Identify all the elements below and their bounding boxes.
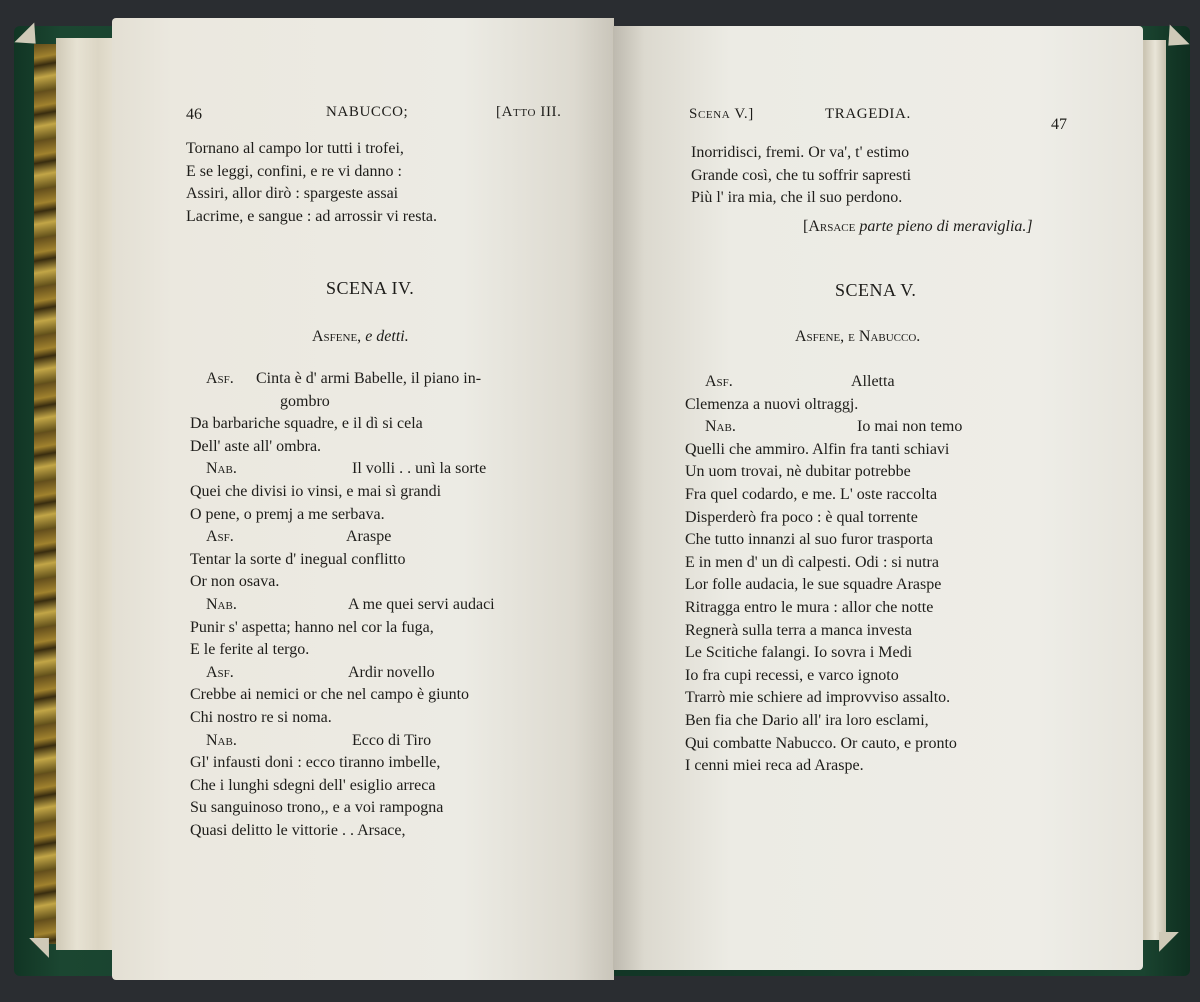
dialogue-line — [190, 639, 590, 662]
line-text: Da barbariche squadre, e il dì si cela — [190, 415, 423, 433]
line-text: Il volli . . unì la sorte — [352, 460, 487, 478]
verse-block-top-right — [691, 142, 911, 210]
dialogue-line — [685, 416, 1105, 439]
line-text: gombro — [280, 392, 330, 410]
verse-line: Lacrime, e sangue : ad arrossir vi resta. — [186, 207, 438, 225]
line-text: O pene, o premj a me serbava. — [190, 505, 385, 523]
stage-direction — [803, 216, 1033, 239]
verse-line: Più l' ira mia, che il suo perdono. — [691, 189, 903, 207]
dialogue-line — [685, 597, 1105, 620]
line-text: Che i lunghi sdegni dell' esiglio arreca — [190, 776, 436, 794]
speaker: Nab. — [705, 418, 736, 436]
line-text: Cinta è d' armi Babelle, il piano in- — [256, 370, 482, 387]
line-text: Io fra cupi recessi, e varco ignoto — [685, 666, 899, 684]
scene-characters-v: Asfene, e Nabucco. — [795, 328, 921, 345]
line-text: Regnerà sulla terra a manca investa — [685, 621, 912, 639]
line-text: E in men d' un dì calpesti. Odi : si nutra — [685, 553, 939, 571]
dialogue-line — [190, 775, 590, 798]
left-page — [112, 18, 614, 980]
dialogue-line — [190, 413, 590, 436]
dialogue-line — [685, 755, 1105, 778]
line-text: Crebbe ai nemici or che nel campo è giunto — [190, 686, 470, 704]
verse-line: Inorridisci, fremi. Or va', t' estimo — [691, 144, 910, 161]
dialogue-line — [685, 665, 1105, 688]
page-number-right: 47 — [1051, 116, 1067, 133]
line-text: Che tutto innanzi al suo furor trasporta — [685, 531, 933, 549]
right-page — [613, 26, 1143, 970]
line-text: Le Scitiche falangi. Io sovra i Medi — [685, 644, 913, 662]
dialogue-line — [190, 571, 590, 594]
line-text: Quelli che ammiro. Alfin fra tanti schiavi — [685, 440, 950, 458]
line-text: Io mai non temo — [857, 418, 963, 436]
dialogue-line — [190, 481, 590, 504]
dialogue-line — [190, 662, 590, 685]
speaker: Nab. — [206, 731, 237, 749]
dialogue-line — [190, 617, 590, 640]
dialogue-line — [190, 752, 590, 775]
speaker: Nab. — [206, 595, 237, 613]
dialogue-line — [685, 484, 1105, 507]
line-text: Ardir novello — [348, 663, 435, 681]
line-text: E le ferite al tergo. — [190, 641, 310, 659]
verse-line: Grande così, che tu soffrir sapresti — [691, 166, 912, 184]
dialogue-line — [685, 687, 1105, 710]
line-text: Su sanguinoso trono,, e a voi rampogna — [190, 799, 444, 817]
line-text: Ritragga entro le mura : allor che notte — [685, 598, 934, 616]
line-text: Or non osava. — [190, 573, 280, 591]
dialogue-line — [685, 461, 1105, 484]
line-text: Clemenza a nuovi oltraggj. — [685, 395, 859, 413]
dialogue-line — [685, 529, 1105, 552]
speaker: Asf. — [206, 370, 234, 387]
dialogue-line — [685, 371, 1105, 394]
page-number-left: 46 — [186, 106, 202, 123]
dialogue-block-left — [190, 368, 590, 842]
line-text: Tentar la sorte d' inegual conflitto — [190, 550, 406, 568]
dialogue-line — [685, 394, 1105, 417]
line-text: Un uom trovai, nè dubitar potrebbe — [685, 463, 911, 481]
verse-line: E se leggi, confini, e re vi danno : — [186, 162, 402, 180]
running-title-right: TRAGEDIA. — [825, 106, 911, 122]
running-scene-label: Scena V.] — [689, 106, 754, 122]
speaker: Asf. — [206, 528, 234, 546]
dialogue-line — [190, 526, 590, 549]
scene-title-iv: SCENA IV. — [326, 278, 415, 298]
dialogue-line — [190, 730, 590, 753]
line-text: Alletta — [851, 373, 895, 390]
character-note: e detti. — [365, 328, 409, 345]
dialogue-line — [685, 620, 1105, 643]
dialogue-block-right — [685, 371, 1105, 778]
stage-direction-text: parte pieno di meraviglia.] — [859, 218, 1033, 235]
dialogue-line — [685, 552, 1105, 575]
line-text: I cenni miei reca ad Araspe. — [685, 757, 864, 775]
dialogue-line — [190, 820, 590, 843]
line-text: Qui combatte Nabucco. Or cauto, e pronto — [685, 734, 957, 752]
dialogue-line — [685, 439, 1105, 462]
line-text: Quasi delitto le vittorie . . Arsace, — [190, 821, 406, 839]
dialogue-line — [190, 458, 590, 481]
line-text: Fra quel codardo, e me. L' oste raccolta — [685, 485, 938, 503]
verse-line: Tornano al campo lor tutti i trofei, — [186, 140, 404, 157]
scene-title-v: SCENA V. — [835, 280, 917, 300]
dialogue-line — [190, 594, 590, 617]
verse-line: Assiri, allor dirò : spargeste assai — [186, 185, 399, 203]
running-title-left: NABUCCO; — [326, 104, 409, 120]
dialogue-line — [685, 733, 1105, 756]
verse-block-top — [186, 138, 437, 228]
line-text: Lor folle audacia, le sue squadre Araspe — [685, 576, 942, 594]
dialogue-line — [190, 684, 590, 707]
line-text: A me quei servi audaci — [348, 595, 495, 613]
line-text: Quei che divisi io vinsi, e mai sì grandi — [190, 482, 442, 500]
line-text: Trarrò mie schiere ad improvviso assalto. — [685, 689, 951, 707]
line-text: Dell' aste all' ombra. — [190, 437, 322, 455]
line-text: Disperderò fra poco : è qual torrente — [685, 508, 918, 526]
line-text: Chi nostro re si noma. — [190, 708, 332, 726]
speaker: Asf. — [705, 373, 733, 390]
dialogue-line — [190, 797, 590, 820]
dialogue-line — [685, 642, 1105, 665]
character-name: Asfene, — [312, 328, 362, 345]
speaker: Nab. — [206, 460, 237, 478]
dialogue-line — [685, 574, 1105, 597]
dialogue-line — [190, 436, 590, 459]
line-text: Gl' infausti doni : ecco tiranno imbelle, — [190, 754, 441, 772]
dialogue-line — [190, 549, 590, 572]
dialogue-line — [190, 707, 590, 730]
dialogue-line — [685, 507, 1105, 530]
line-text: Ben fia che Dario all' ira loro esclami, — [685, 711, 929, 729]
dialogue-line — [190, 368, 590, 391]
act-label: [Atto III. — [496, 104, 562, 120]
stage-direction-name: [Arsace — [803, 218, 856, 235]
scene-characters-iv — [312, 326, 409, 349]
speaker: Asf. — [206, 663, 234, 681]
dialogue-line — [190, 391, 590, 414]
line-text: Ecco di Tiro — [352, 731, 432, 749]
line-text: Punir s' aspetta; hanno nel cor la fuga, — [190, 618, 434, 636]
dialogue-line — [190, 504, 590, 527]
line-text: Araspe — [346, 528, 392, 546]
dialogue-line — [685, 710, 1105, 733]
